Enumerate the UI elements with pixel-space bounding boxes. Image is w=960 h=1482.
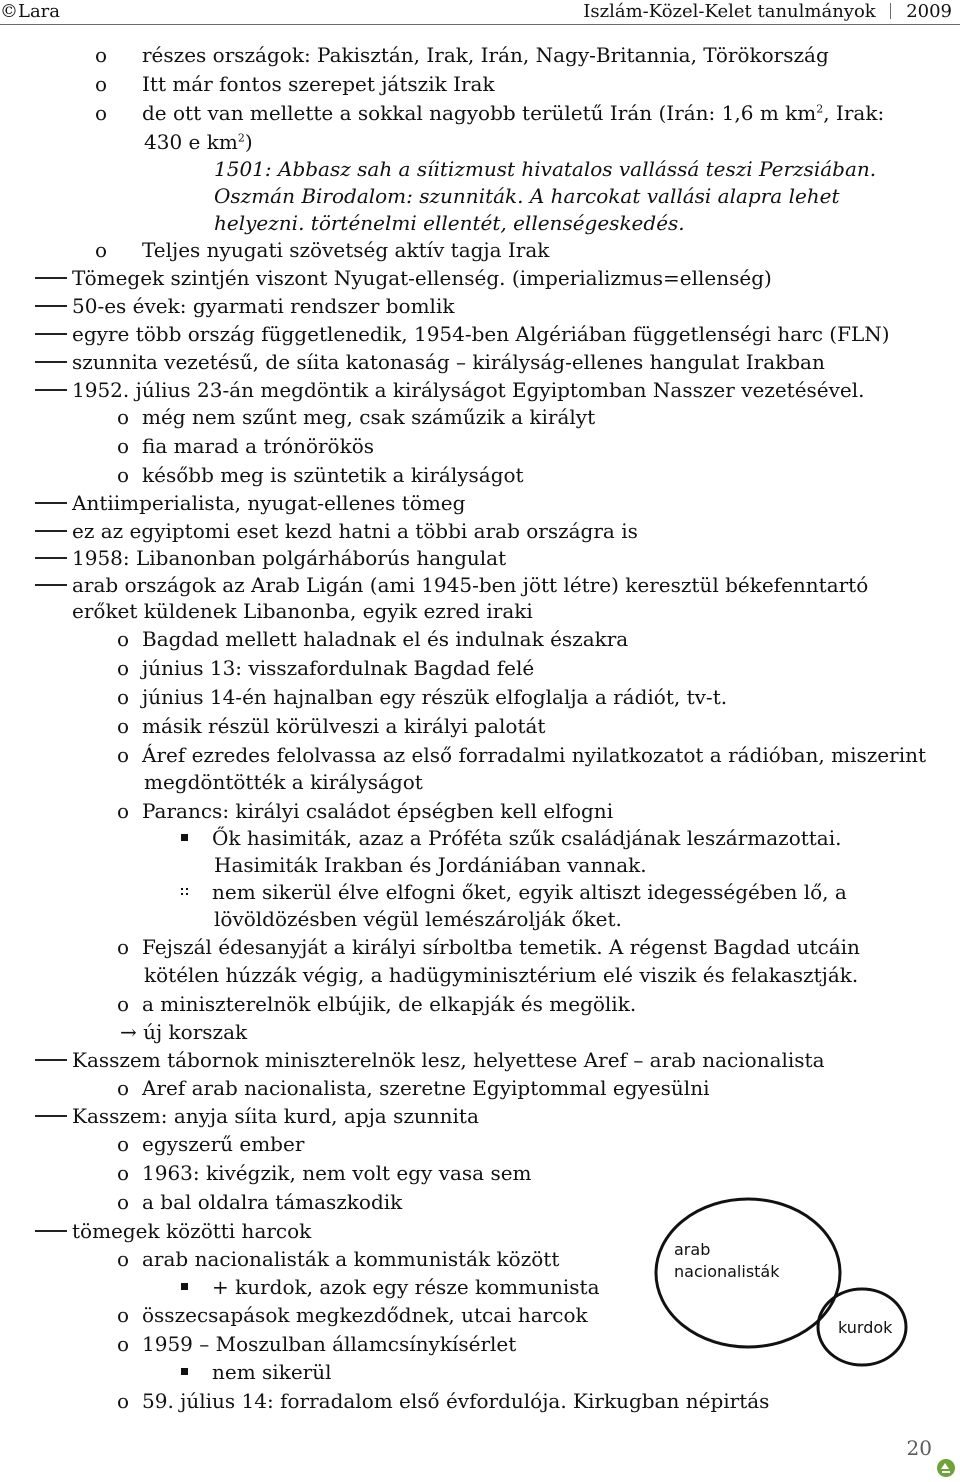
text-line <box>144 130 253 154</box>
circle-bullet-marker: o <box>117 685 130 709</box>
text-line: + kurdok, azok egy része kommunista <box>212 1275 600 1299</box>
text-line: 59. július 14: forradalom első évfordulója. Kirkugban népirtás <box>142 1389 770 1413</box>
text-line: Ők hasimiták, azaz a Próféta szűk családjának leszármazottai. <box>212 826 842 850</box>
italic-text-line: helyezni. történelmi ellentét, ellenségeskedés. <box>214 211 685 235</box>
text-line: Teljes nyugati szövetség aktív tagja Irak <box>142 238 550 262</box>
text-line: Bagdad mellett haladnak el és indulnak északra <box>142 627 629 651</box>
circle-bullet-marker: o <box>95 43 108 67</box>
circle-bullet-marker: o <box>117 935 130 959</box>
square-bullet-marker <box>181 834 188 841</box>
text-line: arab nacionalisták a kommunisták között <box>142 1247 560 1271</box>
text-line <box>142 101 884 125</box>
circle-bullet-marker: o <box>117 1389 130 1413</box>
italic-text-line: Oszmán Birodalom: szunniták. A harcokat vallási alapra lehet <box>214 184 840 208</box>
text-line: Kasszem tábornok miniszterelnök lesz, helyettese Aref – arab nacionalista <box>72 1048 825 1072</box>
text-line: kötélen húzzák végig, a hadügyminisztérium elé viszik és felakasztják. <box>144 963 859 987</box>
venn-diagram <box>640 1195 960 1375</box>
text-line: nem sikerül élve elfogni őket, egyik altiszt idegességében lő, a <box>212 880 847 904</box>
dash-bullet-marker <box>35 389 67 391</box>
circle-bullet-marker: o <box>117 1132 130 1156</box>
text-line: erőket küldenek Libanonba, egyik ezred iraki <box>72 599 533 623</box>
text-line: később meg is szüntetik a királyságot <box>142 463 524 487</box>
header-title-year <box>583 0 952 23</box>
text-line: arab országok az Arab Ligán (ami 1945-ben jött létre) keresztül békefenntartó <box>72 573 869 597</box>
text-line: Áref ezredes felolvassa az első forradalmi nyilatkozatot a rádióban, miszerint <box>142 743 927 767</box>
dash-bullet-marker <box>35 1115 67 1117</box>
square-bullet-marker <box>181 1368 188 1375</box>
circle-bullet-marker: o <box>117 1303 130 1327</box>
text-line: részes országok: Pakisztán, Irak, Irán, Nagy-Britannia, Törökország <box>142 43 829 67</box>
text-line: a bal oldalra támaszkodik <box>142 1190 403 1214</box>
dash-bullet-marker <box>35 530 67 532</box>
small-circle-label: kurdok <box>838 1318 893 1337</box>
text-line: a miniszterelnök elbújik, de elkapják és megölik. <box>142 992 637 1016</box>
text-line: Antiimperialista, nyugat-ellenes tömeg <box>72 491 466 515</box>
circle-bullet-marker: o <box>117 714 130 738</box>
italic-text-line: 1501: Abbasz sah a síitizmust hivatalos vallássá teszi Perzsiában. <box>214 157 877 181</box>
arrow-text-line: → új korszak <box>120 1020 248 1044</box>
text-line: lövöldözésben végül lemészárolják őket. <box>214 907 622 931</box>
text-line: 1958: Libanonban polgárháborús hangulat <box>72 546 507 570</box>
circle-bullet-marker: o <box>117 1190 130 1214</box>
text-part: 430 e km <box>144 130 238 154</box>
diagram-svg <box>640 1195 960 1375</box>
text-line: Hasimiták Irakban és Jordániában vannak. <box>214 853 647 877</box>
text-line: 1959 – Moszulban államcsínykísérlet <box>142 1332 517 1356</box>
superscript: 2 <box>816 102 824 116</box>
large-circle-label-line2: nacionalisták <box>674 1262 780 1281</box>
header-year: 2009 <box>906 1 952 22</box>
circle-bullet-marker: o <box>117 434 130 458</box>
text-line: még nem szűnt meg, csak száműzik a királyt <box>142 405 596 429</box>
square-bullet-marker <box>181 888 188 895</box>
text-line: ez az egyiptomi eset kezd hatni a többi arab országra is <box>72 519 638 543</box>
superscript: 2 <box>237 131 245 145</box>
circle-bullet-marker: o <box>117 799 130 823</box>
text-line: nem sikerül <box>212 1360 332 1384</box>
text-line: Parancs: királyi családot épségben kell elfogni <box>142 799 614 823</box>
dash-bullet-marker <box>35 557 67 559</box>
circle-bullet-marker: o <box>117 743 130 767</box>
recycle-icon <box>934 1456 958 1478</box>
text-line: fia marad a trónörökös <box>142 434 375 458</box>
text-line: Tömegek szintjén viszont Nyugat-ellenség. (imperializmus=ellenség) <box>72 266 772 290</box>
text-part: de ott van mellette a sokkal nagyobb területű Irán (Irán: 1,6 m km <box>142 101 817 125</box>
circle-bullet-marker: o <box>117 463 130 487</box>
dash-bullet-marker <box>35 361 67 363</box>
dash-bullet-marker <box>35 1230 67 1232</box>
text-line: tömegek közötti harcok <box>72 1219 312 1243</box>
circle-bullet-marker: o <box>117 1332 130 1356</box>
circle-bullet-marker: o <box>117 405 130 429</box>
large-circle-label-line1: arab <box>674 1240 711 1259</box>
dash-bullet-marker <box>35 1059 67 1061</box>
circle-bullet-marker: o <box>95 101 108 125</box>
dash-bullet-marker <box>35 277 67 279</box>
text-part: ) <box>244 130 253 154</box>
circle-bullet-marker: o <box>117 627 130 651</box>
text-line: Fejszál édesanyját a királyi sírboltba temetik. A régenst Bagdad utcáin <box>142 935 860 959</box>
text-line: Kasszem: anyja síita kurd, apja szunnita <box>72 1104 479 1128</box>
dash-bullet-marker <box>35 305 67 307</box>
recycle-icon-svg <box>934 1456 958 1478</box>
dash-bullet-marker <box>35 333 67 335</box>
header-separator <box>890 3 891 19</box>
header-document-title: Iszlám-Közel-Kelet tanulmányok <box>583 1 876 22</box>
text-line: egyszerű ember <box>142 1132 305 1156</box>
text-line: összecsapások megkezdődnek, utcai harcok <box>142 1303 588 1327</box>
text-line: június 14-én hajnalban egy részük elfoglalja a rádiót, tv-t. <box>142 685 728 709</box>
circle-bullet-marker: o <box>117 992 130 1016</box>
page-header <box>0 0 960 25</box>
text-line: Itt már fontos szerepet játszik Irak <box>142 72 495 96</box>
circle-bullet-marker: o <box>117 1161 130 1185</box>
circle-bullet-marker: o <box>95 238 108 262</box>
circle-bullet-marker: o <box>117 656 130 680</box>
circle-bullet-marker: o <box>117 1076 130 1100</box>
square-bullet-marker <box>181 1283 188 1290</box>
text-line: Aref arab nacionalista, szeretne Egyiptommal egyesülni <box>142 1076 710 1100</box>
header-copyright: ©Lara <box>0 1 61 22</box>
circle-bullet-marker: o <box>117 1247 130 1271</box>
text-line: június 13: visszafordulnak Bagdad felé <box>142 656 535 680</box>
dash-bullet-marker <box>35 502 67 504</box>
text-part: , Irak: <box>823 101 885 125</box>
text-line: megdöntötték a királyságot <box>144 770 423 794</box>
text-line: 1963: kivégzik, nem volt egy vasa sem <box>142 1161 532 1185</box>
text-line: másik részül körülveszi a királyi palotát <box>142 714 546 738</box>
dash-bullet-marker <box>35 584 67 586</box>
circle-bullet-marker: o <box>95 72 108 96</box>
text-line: egyre több ország függetlenedik, 1954-ben Algériában függetlenségi harc (FLN) <box>72 322 890 346</box>
text-line: szunnita vezetésű, de síita katonaság – királyság-ellenes hangulat Irakban <box>72 350 825 374</box>
page-number: 20 <box>906 1436 932 1460</box>
text-line: 1952. július 23-án megdöntik a királyságot Egyiptomban Nasszer vezetésével. <box>72 378 865 402</box>
text-line: 50-es évek: gyarmati rendszer bomlik <box>72 294 455 318</box>
